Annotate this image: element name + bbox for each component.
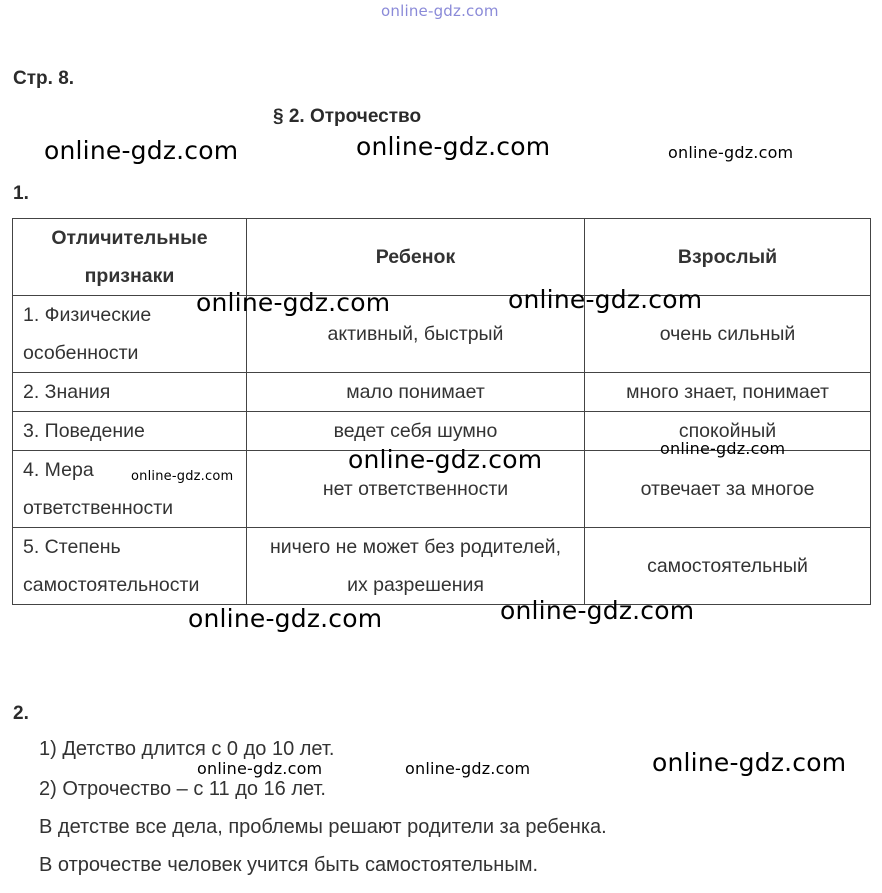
table-row (13, 528, 871, 605)
child-cell: активный, быстрый (247, 296, 585, 373)
watermark: online-gdz.com (652, 748, 847, 777)
child-cell: ведет себя шумно (247, 412, 585, 451)
answer-line: 2) Отрочество – с 11 до 16 лет. (39, 778, 326, 800)
watermark: online-gdz.com (668, 143, 794, 162)
watermark: online-gdz.com (500, 596, 695, 625)
adult-cell: очень сильный (585, 296, 871, 373)
header-child: Ребенок (247, 219, 585, 296)
table-row (13, 296, 871, 373)
answer-line: 1) Детство длится с 0 до 10 лет. (39, 738, 335, 760)
watermark: online-gdz.com (44, 136, 239, 165)
table-row (13, 373, 871, 412)
feature-cell: 3. Поведение (13, 412, 247, 451)
top-watermark: online-gdz.com (381, 2, 499, 20)
watermark: online-gdz.com (131, 469, 234, 484)
adult-cell: отвечает за многое (585, 451, 871, 528)
watermark: online-gdz.com (356, 132, 551, 161)
feature-cell: 2. Знания (13, 373, 247, 412)
watermark: online-gdz.com (405, 759, 531, 778)
child-cell: ничего не может без родителей, их разрешения (247, 528, 585, 605)
page-number: Стр. 8. (13, 68, 75, 89)
answer-line: В детстве все дела, проблемы решают родители за ребенка. (39, 816, 607, 838)
feature-cell: 1. Физические особенности (13, 296, 247, 373)
watermark: online-gdz.com (660, 439, 786, 458)
adult-cell: много знает, понимает (585, 373, 871, 412)
watermark: online-gdz.com (188, 604, 383, 633)
child-cell: мало понимает (247, 373, 585, 412)
child-cell: нет ответственности (247, 451, 585, 528)
watermark: online-gdz.com (197, 759, 323, 778)
header-features: Отличительные признаки (13, 219, 247, 296)
task-2-number: 2. (13, 703, 29, 724)
section-title: § 2. Отрочество (273, 106, 422, 127)
task-1-number: 1. (13, 183, 29, 204)
answer-line: В отрочестве человек учится быть самостоятельным. (39, 854, 539, 876)
feature-cell: 4. Мера ответственности (13, 451, 247, 528)
adult-cell: спокойный (585, 412, 871, 451)
watermark: online-gdz.com (348, 445, 543, 474)
adult-cell: самостоятельный (585, 528, 871, 605)
comparison-table (12, 218, 871, 605)
header-adult: Взрослый (585, 219, 871, 296)
watermark: online-gdz.com (508, 285, 703, 314)
table-header-row (13, 219, 871, 296)
feature-cell: 5. Степень самостоятельности (13, 528, 247, 605)
watermark: online-gdz.com (196, 288, 391, 317)
